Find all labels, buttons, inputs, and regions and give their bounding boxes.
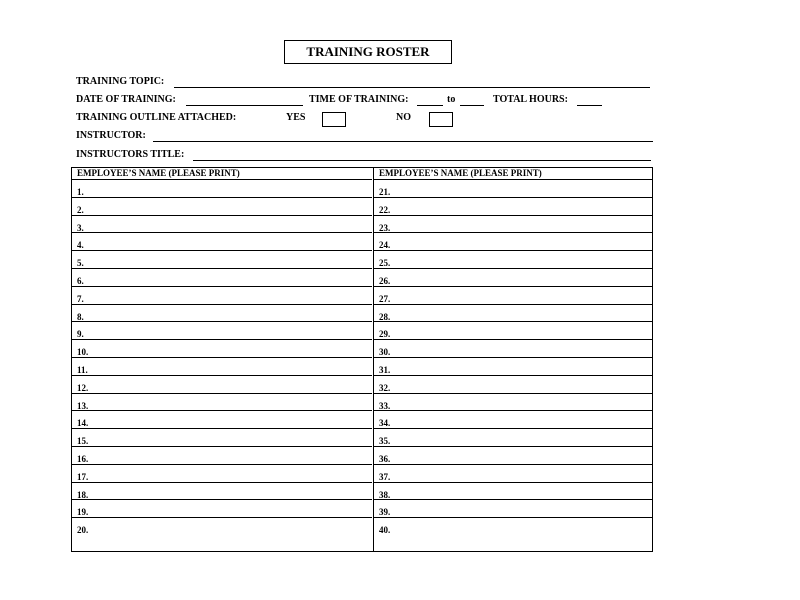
time-start-field[interactable]: [417, 105, 443, 106]
training-topic-label: TRAINING TOPIC:: [76, 76, 165, 87]
roster-row[interactable]: 1.: [72, 180, 372, 198]
no-checkbox[interactable]: [429, 112, 453, 127]
roster-row[interactable]: 28.: [374, 305, 652, 323]
instructor-field[interactable]: [153, 141, 653, 142]
roster-row[interactable]: 10.: [72, 340, 372, 358]
roster-row[interactable]: 37.: [374, 465, 652, 483]
date-time-row: [76, 93, 606, 107]
total-hours-field[interactable]: [577, 105, 602, 106]
roster-row[interactable]: 7.: [72, 287, 372, 305]
to-label: to: [447, 94, 456, 105]
roster-table: [71, 167, 653, 552]
roster-row[interactable]: 16.: [72, 447, 372, 465]
left-column-header: EMPLOYEE’S NAME (PLEASE PRINT): [72, 168, 372, 180]
roster-row[interactable]: 27.: [374, 287, 652, 305]
instructor-label: INSTRUCTOR:: [76, 130, 146, 141]
roster-row[interactable]: 40.: [379, 525, 391, 536]
time-end-field[interactable]: [460, 105, 484, 106]
roster-row[interactable]: 2.: [72, 198, 372, 216]
total-hours-label: TOTAL HOURS:: [493, 94, 568, 105]
roster-row[interactable]: 39.: [374, 500, 652, 518]
roster-row[interactable]: 23.: [374, 216, 652, 234]
date-of-training-label: DATE OF TRAINING:: [76, 94, 176, 105]
roster-row[interactable]: 18.: [72, 483, 372, 501]
yes-label: YES: [286, 112, 306, 123]
roster-row[interactable]: 3.: [72, 216, 372, 234]
roster-row[interactable]: 8.: [72, 305, 372, 323]
roster-row[interactable]: 31.: [374, 358, 652, 376]
roster-row[interactable]: 14.: [72, 411, 372, 429]
outline-attached-row: [76, 111, 456, 127]
roster-row[interactable]: 32.: [374, 376, 652, 394]
roster-row[interactable]: 36.: [374, 447, 652, 465]
yes-checkbox[interactable]: [322, 112, 346, 127]
roster-row[interactable]: 21.: [374, 180, 652, 198]
instructor-title-label: INSTRUCTORS TITLE:: [76, 149, 185, 160]
roster-row[interactable]: 5.: [72, 251, 372, 269]
page-title: TRAINING ROSTER: [284, 40, 452, 64]
roster-row[interactable]: 33.: [374, 394, 652, 412]
instructor-title-field[interactable]: [193, 160, 651, 161]
roster-row[interactable]: 11.: [72, 358, 372, 376]
right-column-header: EMPLOYEE’S NAME (PLEASE PRINT): [374, 168, 652, 180]
roster-row[interactable]: 29.: [374, 322, 652, 340]
roster-row[interactable]: 17.: [72, 465, 372, 483]
roster-row[interactable]: 24.: [374, 233, 652, 251]
roster-row[interactable]: 22.: [374, 198, 652, 216]
roster-row[interactable]: 30.: [374, 340, 652, 358]
roster-row[interactable]: 34.: [374, 411, 652, 429]
training-topic-row: [76, 75, 656, 89]
roster-row[interactable]: 15.: [72, 429, 372, 447]
no-label: NO: [396, 112, 411, 123]
time-of-training-label: TIME OF TRAINING:: [309, 94, 409, 105]
roster-row[interactable]: 25.: [374, 251, 652, 269]
training-topic-field[interactable]: [174, 87, 650, 88]
roster-row[interactable]: 19.: [72, 500, 372, 518]
roster-row[interactable]: 13.: [72, 394, 372, 412]
instructor-title-row: [76, 148, 656, 162]
roster-row[interactable]: 12.: [72, 376, 372, 394]
roster-row[interactable]: 4.: [72, 233, 372, 251]
date-of-training-field[interactable]: [186, 105, 303, 106]
roster-row[interactable]: 9.: [72, 322, 372, 340]
right-column: [374, 168, 652, 536]
instructor-row: [76, 129, 656, 143]
roster-row[interactable]: 26.: [374, 269, 652, 287]
roster-row[interactable]: 6.: [72, 269, 372, 287]
roster-row[interactable]: 38.: [374, 483, 652, 501]
left-column: [72, 168, 372, 536]
outline-attached-label: TRAINING OUTLINE ATTACHED:: [76, 112, 237, 123]
roster-row[interactable]: 20.: [77, 525, 89, 536]
roster-row[interactable]: 35.: [374, 429, 652, 447]
